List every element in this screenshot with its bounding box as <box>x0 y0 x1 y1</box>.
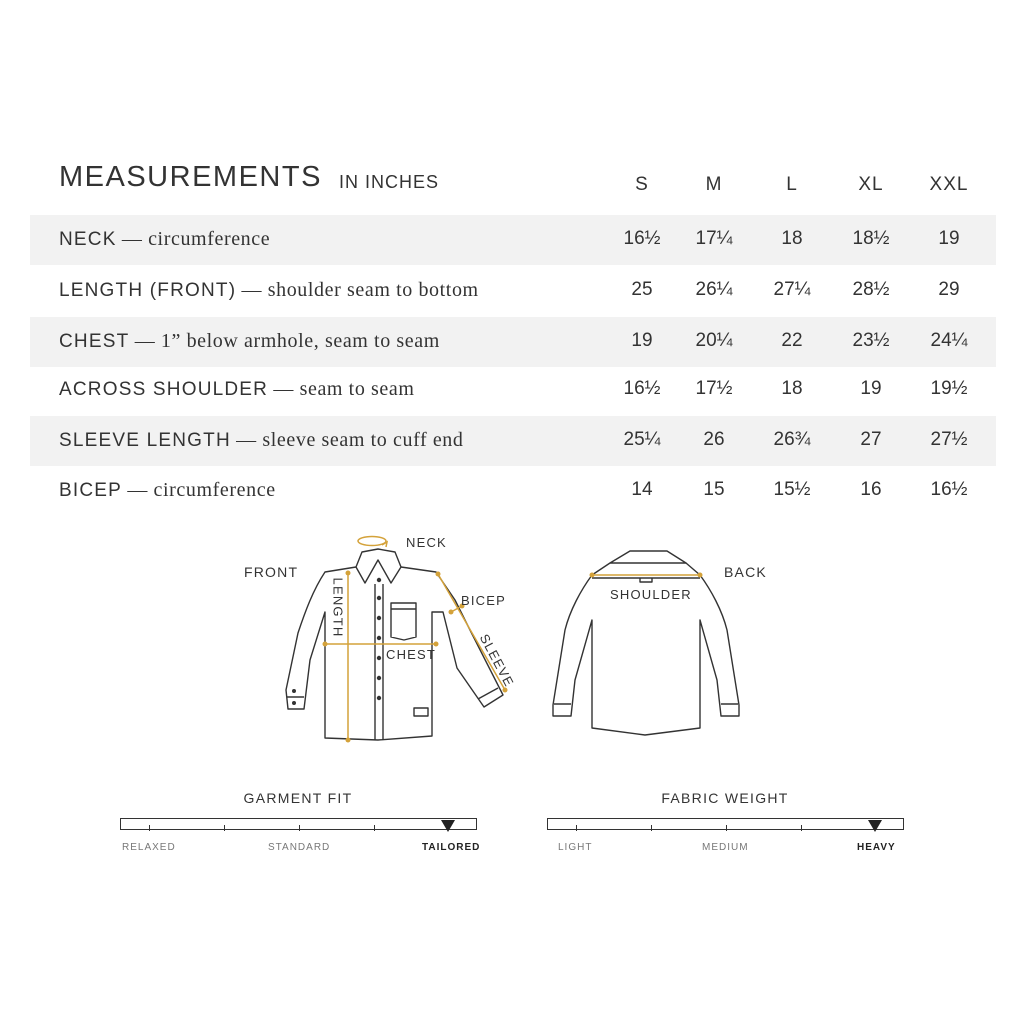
fit-label-tailored: TAILORED <box>422 842 481 853</box>
cell-value: 16½ <box>930 479 968 500</box>
garment-fit-title: GARMENT FIT <box>243 790 353 806</box>
cell-value: 28½ <box>852 279 890 300</box>
shoulder-label: SHOULDER <box>610 587 692 602</box>
cell-value: 29 <box>938 279 960 300</box>
unit-label: IN INCHES <box>339 172 440 192</box>
fabric-weight-bar <box>547 818 904 830</box>
cell-value: 26¾ <box>773 429 811 450</box>
fabric-weight-marker <box>868 820 882 832</box>
cell-value: 17¼ <box>695 228 733 249</box>
neck-label: NECK <box>406 535 447 550</box>
page-title: MEASUREMENTS <box>59 161 322 193</box>
measure-name: ACROSS SHOULDER <box>59 379 269 400</box>
scale-tick <box>374 825 375 831</box>
fabric-weight-title: FABRIC WEIGHT <box>661 790 789 806</box>
cell-value: 25 <box>631 279 653 300</box>
garment-fit-marker <box>441 820 455 832</box>
cell-value: 19½ <box>930 378 968 399</box>
cell-value: 27½ <box>930 429 968 450</box>
size-header-xl: XL <box>858 174 884 195</box>
length-label: LENGTH <box>330 577 346 638</box>
measure-name: SLEEVE LENGTH <box>59 430 231 451</box>
scale-tick <box>726 825 727 831</box>
measure-name: NECK <box>59 229 117 250</box>
cell-value: 18½ <box>852 228 890 249</box>
measure-desc: — shoulder seam to bottom <box>241 279 479 301</box>
measure-desc: — 1” below armhole, seam to seam <box>134 330 440 352</box>
cell-value: 27¼ <box>773 279 811 300</box>
cell-value: 19 <box>860 378 882 399</box>
cell-value: 14 <box>631 479 653 500</box>
cell-value: 19 <box>938 228 960 249</box>
measure-desc: — sleeve seam to cuff end <box>236 429 464 451</box>
cell-value: 16½ <box>623 378 661 399</box>
size-header-xxl: XXL <box>929 174 969 195</box>
cell-value: 18 <box>781 228 803 249</box>
measure-desc: — seam to seam <box>273 378 415 400</box>
measure-desc: — circumference <box>121 228 271 250</box>
scale-tick <box>149 825 150 831</box>
scale-tick <box>801 825 802 831</box>
sleeve-label: SLEEVE <box>476 631 518 690</box>
cell-value: 17½ <box>695 378 733 399</box>
front-label: FRONT <box>244 564 299 580</box>
fit-label-standard: STANDARD <box>268 842 331 853</box>
cell-value: 20¼ <box>695 330 733 351</box>
size-header-l: L <box>786 174 798 195</box>
cell-value: 26 <box>703 429 725 450</box>
cell-value: 23½ <box>852 330 890 351</box>
cell-value: 15 <box>703 479 725 500</box>
back-shirt-outline <box>553 551 739 735</box>
cell-value: 15½ <box>773 479 811 500</box>
back-measure-guides <box>590 573 703 578</box>
cell-value: 27 <box>860 429 882 450</box>
garment-fit-bar <box>120 818 477 830</box>
measure-name: CHEST <box>59 331 130 352</box>
weight-label-heavy: HEAVY <box>857 842 896 853</box>
cell-value: 22 <box>781 330 803 351</box>
cell-value: 16½ <box>623 228 661 249</box>
scale-tick <box>299 825 300 831</box>
size-header-s: S <box>635 174 649 195</box>
scale-tick <box>576 825 577 831</box>
measure-name: LENGTH (FRONT) <box>59 280 237 301</box>
cell-value: 26¼ <box>695 279 733 300</box>
measure-name: BICEP <box>59 480 123 501</box>
cell-value: 19 <box>631 330 653 351</box>
chest-label: CHEST <box>386 647 437 662</box>
measure-desc: — circumference <box>127 479 276 501</box>
scale-tick <box>224 825 225 831</box>
cell-value: 25¼ <box>623 429 661 450</box>
cell-value: 18 <box>781 378 803 399</box>
size-header-m: M <box>705 174 723 195</box>
weight-label-medium: MEDIUM <box>702 842 749 853</box>
cell-value: 16 <box>860 479 882 500</box>
fit-label-relaxed: RELAXED <box>122 842 176 853</box>
weight-label-light: LIGHT <box>558 842 593 853</box>
cell-value: 24¼ <box>930 330 968 351</box>
bicep-label: BICEP <box>461 593 507 608</box>
back-label: BACK <box>724 564 767 580</box>
scale-tick <box>651 825 652 831</box>
